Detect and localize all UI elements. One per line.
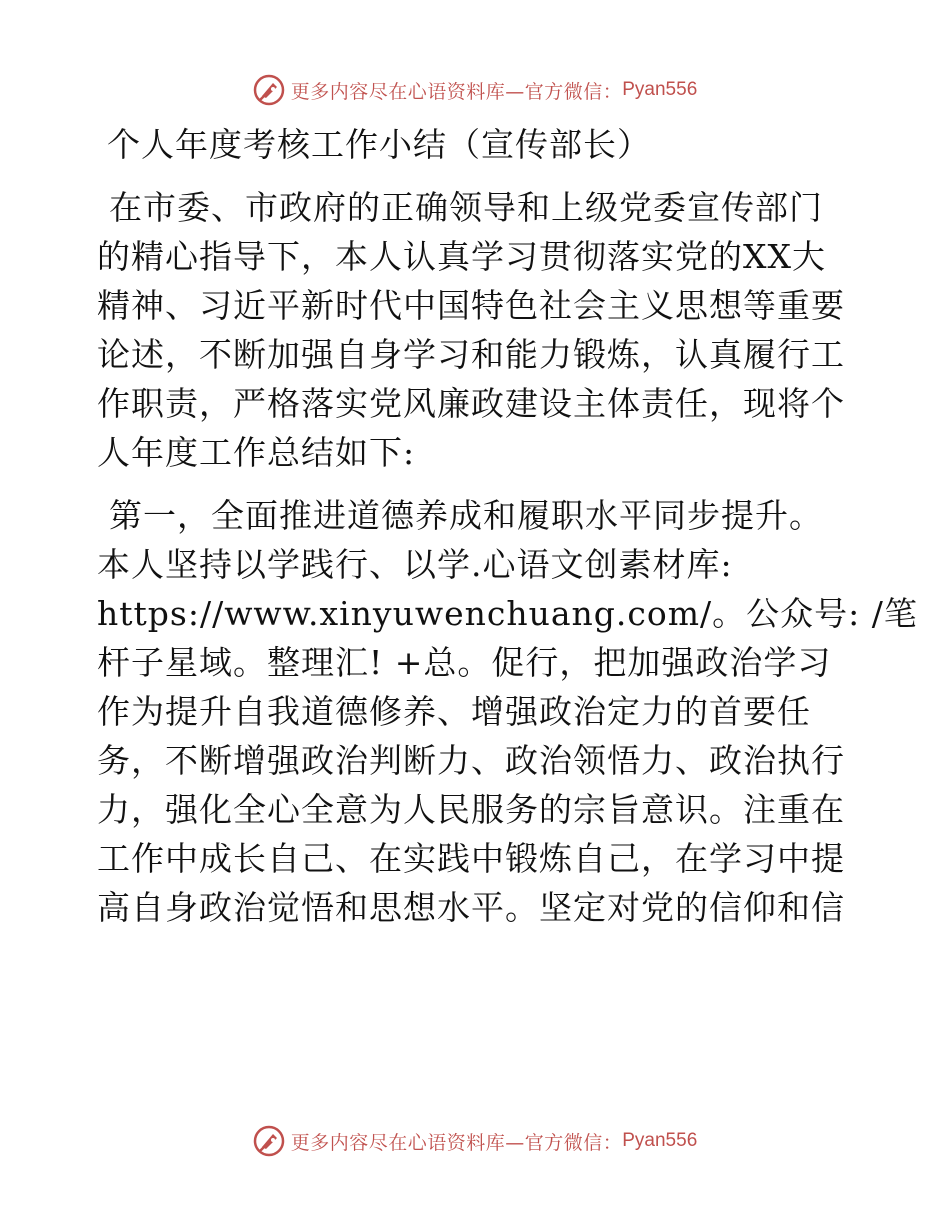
paragraph-line: 作职责，严格落实党风廉政建设主体责任，现将个 — [97, 384, 845, 423]
paragraph-line: 务，不断增强政治判断力、政治领悟力、政治执行 — [97, 741, 845, 780]
paragraph-line: 杆子星域。整理汇! +总。促行，把加强政治学习 — [97, 643, 832, 682]
watermark-text: 更多内容尽在心语资料库—官方微信： — [290, 80, 623, 103]
paragraph-line: 工作中成长自己、在实践中锻炼自己，在学习中提 — [97, 839, 845, 878]
footer-watermark — [0, 1121, 950, 1161]
paragraph-line: 人年度工作总结如下: — [97, 433, 416, 472]
paragraph-intro — [97, 183, 857, 477]
paragraph-line: https://www.xinyuwenchuang.com/。公众号: /笔 — [97, 594, 918, 633]
pen-nib-icon — [253, 1125, 285, 1157]
paragraph-line: 第一，全面推进道德养成和履职水平同步提升。 — [109, 496, 823, 535]
paragraph-line: 在市委、市政府的正确领导和上级党委宣传部门 — [109, 188, 823, 227]
paragraph-line: 力，强化全心全意为人民服务的宗旨意识。注重在 — [97, 790, 845, 829]
paragraph-line: 精神、习近平新时代中国特色社会主义思想等重要 — [97, 286, 845, 325]
paragraph-line: 本人坚持以学践行、以学.心语文创素材库: — [97, 545, 733, 584]
watermark-text: 更多内容尽在心语资料库—官方微信： — [290, 1131, 623, 1154]
paragraph-first-point — [97, 491, 918, 932]
watermark-id: Pyan556 — [622, 79, 698, 100]
paragraph-line: 论述，不断加强自身学习和能力锻炼，认真履行工 — [97, 335, 845, 374]
header-watermark — [0, 70, 950, 110]
paragraph-line: 的精心指导下，本人认真学习贯彻落实党的XX大 — [97, 237, 826, 276]
pen-nib-icon — [253, 74, 285, 106]
document-body — [97, 120, 918, 932]
document-title: 个人年度考核工作小结（宣传部长） — [107, 125, 651, 164]
paragraph-line: 高自身政治觉悟和思想水平。坚定对党的信仰和信 — [97, 888, 845, 927]
paragraph-line: 作为提升自我道德修养、增强政治定力的首要任 — [97, 692, 811, 731]
watermark-id: Pyan556 — [622, 1130, 698, 1151]
